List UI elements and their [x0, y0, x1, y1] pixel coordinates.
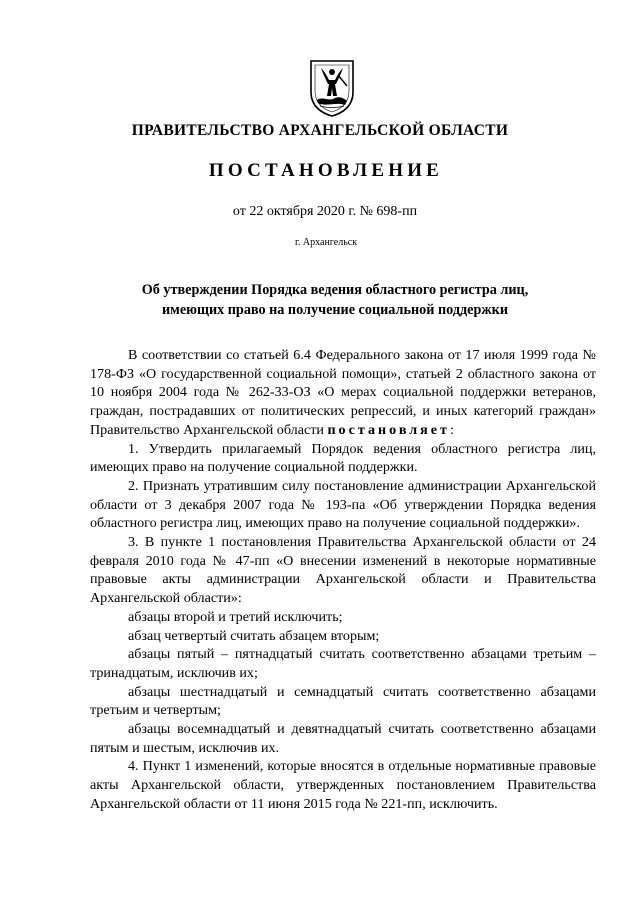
paragraph-2: 2. Признать утратившим силу постановление администрации Архангельской области от 3 декабря 2007 года № 193-па «Об утверждении Порядка ведения областного регистра лиц, имеющих право на получение социальной поддержки».	[90, 477, 596, 532]
paragraph-3d: абзацы шестнадцатый и семнадцатый считать соответственно абзацами третьим и четвертым;	[90, 683, 596, 719]
paragraph-3: 3. В пункте 1 постановления Правительства Архангельской области от 24 февраля 2010 года № 47-пп «О внесении изменений в некоторые нормативные правовые акты администрации Архангельской области и Правительства Архангельской области»:	[90, 534, 596, 607]
paragraph-3c: абзацы пятый – пятнадцатый считать соответственно абзацами третьим – тринадцатым, исключив их;	[90, 646, 596, 681]
document-type: ПОСТАНОВЛЕНИЕ	[208, 160, 444, 181]
decree-word: постановляет	[327, 421, 450, 438]
decree-colon: :	[449, 421, 454, 438]
document-subject	[110, 280, 560, 320]
paragraph-4: 4. Пункт 1 изменений, которые вносятся в отдельные нормативные правовые акты Архангельской области, утвержденных постановлением Правительства Архангельской области от 11 июня 2015 года № 221-пп, исключить.	[90, 758, 596, 812]
paragraph-3b: абзац четвертый считать абзацем вторым;	[128, 627, 380, 644]
document-body	[90, 346, 596, 814]
subject-line-2: имеющих право на получение социальной поддержки	[161, 302, 509, 318]
document-date-number: от 22 октября 2020 г. № 698-пп	[232, 204, 418, 219]
government-title: ПРАВИТЕЛЬСТВО АРХАНГЕЛЬСКОЙ ОБЛАСТИ	[131, 122, 509, 139]
intro-paragraph	[90, 346, 596, 440]
coat-of-arms-icon	[307, 58, 357, 118]
paragraph-3e: абзацы восемнадцатый и девятнадцатый считать соответственно абзацами пятым и шестым, исключив их.	[90, 721, 596, 756]
paragraph-1: 1. Утвердить прилагаемый Порядок ведения областного регистра лиц, имеющих право на получение социальной поддержки.	[90, 440, 596, 476]
subject-line-1: Об утверждении Порядка ведения областного регистра лиц,	[141, 282, 529, 298]
document-city: г. Архангельск	[294, 237, 358, 248]
intro-text: В соответствии со статьей 6.4 Федерального закона от 17 июля 1999 года № 178-ФЗ «О государственной социальной помощи», статьей 2 областного закона от 10 ноября 2004 года № 262-33-ОЗ «О мерах социальной поддержки ветеранов, граждан, пострадавших от политических репрессий, и иных категорий граждан» Правительство Архангельской области	[90, 347, 596, 438]
paragraph-3a: абзацы второй и третий исключить;	[128, 608, 343, 625]
